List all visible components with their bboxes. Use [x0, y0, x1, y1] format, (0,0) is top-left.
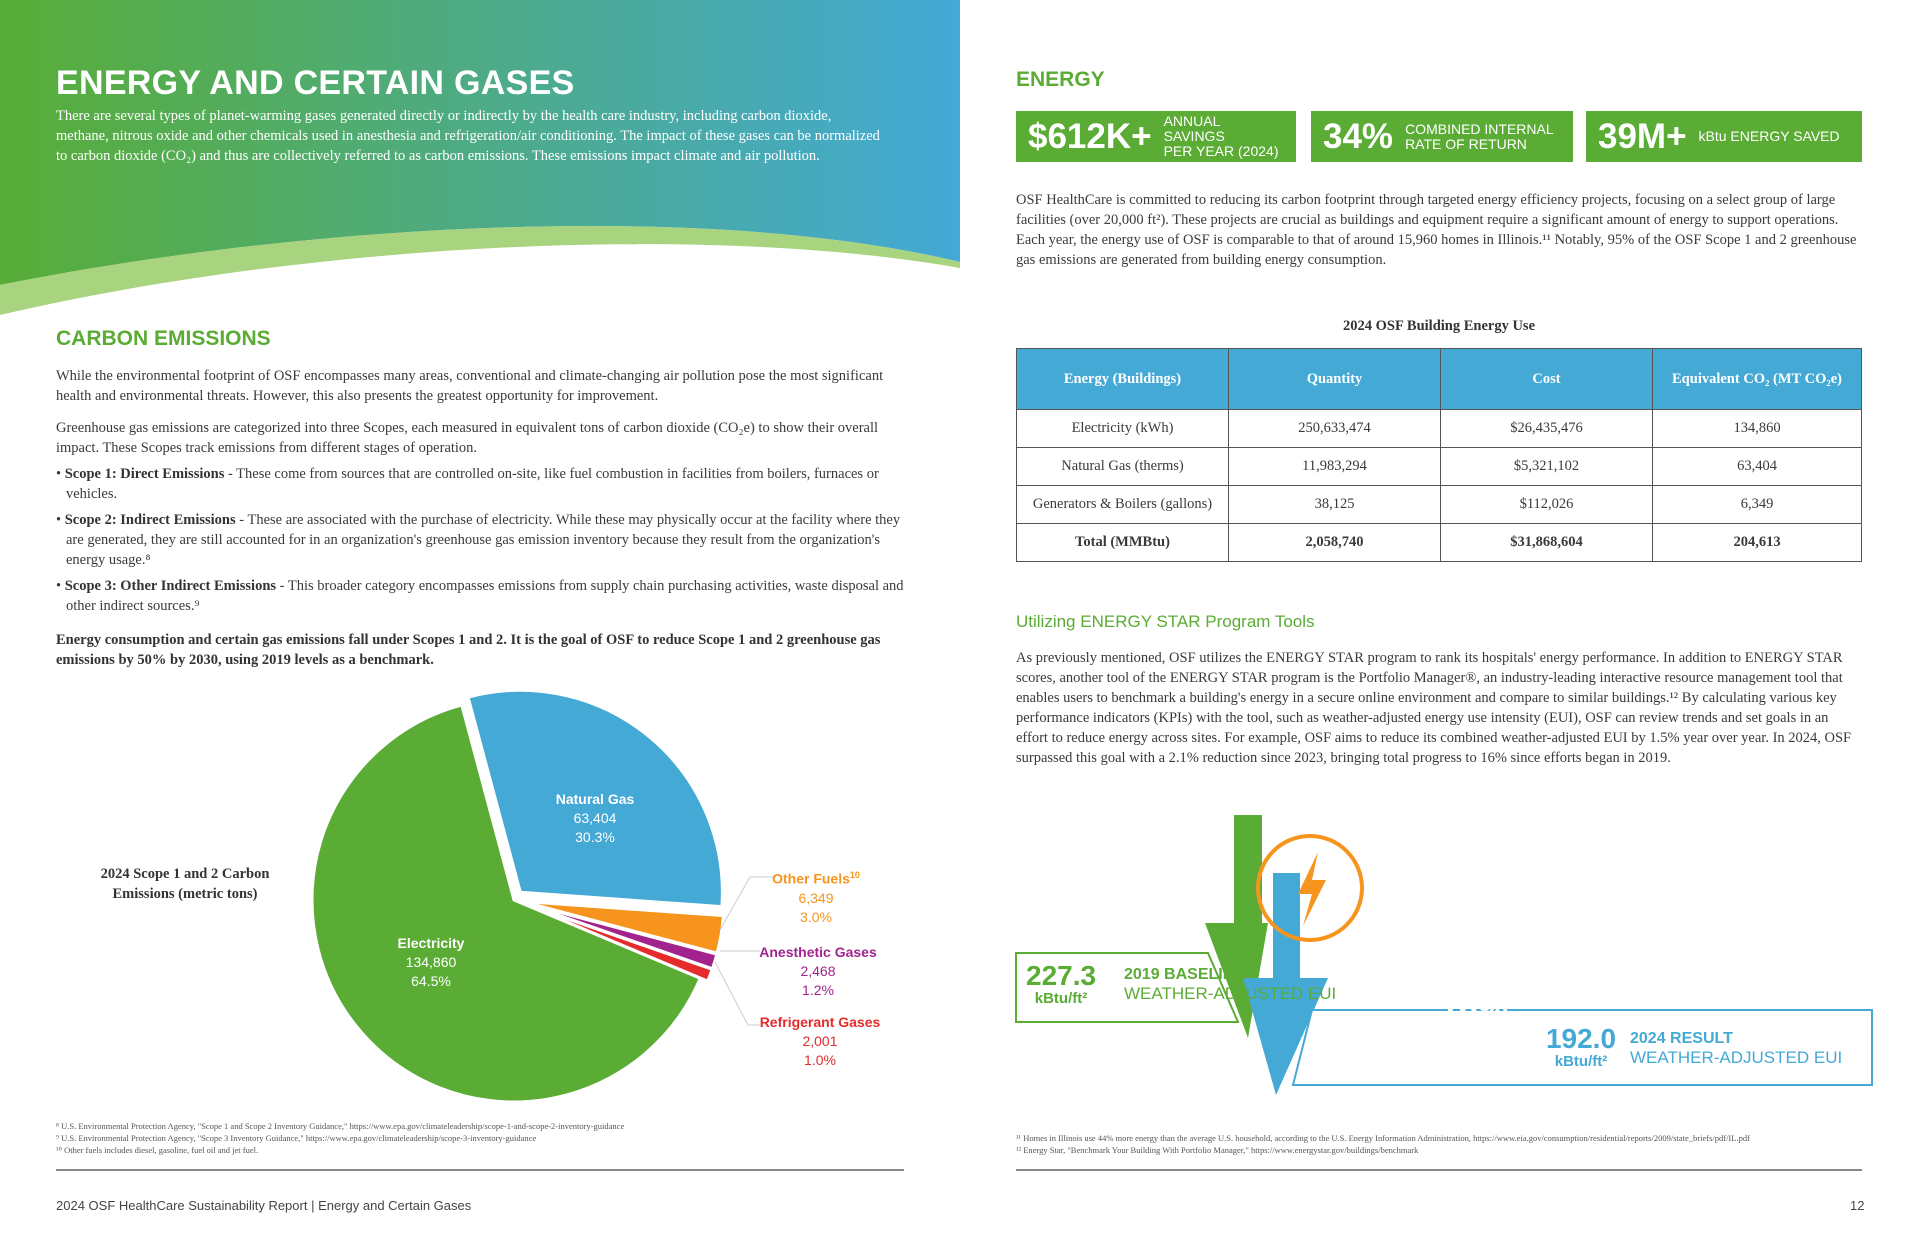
eui-unit: kBtu/ft²	[1034, 990, 1088, 1007]
slice-value: 134,860	[405, 954, 457, 970]
carbon-emissions-heading: CARBON EMISSIONS	[56, 327, 271, 350]
pie-leader-line	[715, 962, 760, 1025]
stat-value: 34%	[1323, 116, 1394, 156]
bullet-text: - These are associated with the purchase of electricity. While these may physically occur at the facility where they are generated, they are still accounted for in an organization's greenhouse gas emission inventory because they result from the organization's energy usage.⁸	[66, 512, 901, 568]
table-cell: 250,633,474	[1229, 410, 1441, 448]
stat-value: $612K+	[1028, 116, 1152, 156]
pie-label-electricity	[376, 934, 486, 991]
pie-label-refrigerant-gases	[758, 1013, 882, 1070]
bullet-title: Scope 1: Direct Emissions	[64, 466, 225, 482]
table-cell: Total (MMBtu)	[1017, 524, 1229, 562]
table-cell: 2,058,740	[1229, 524, 1441, 562]
reduction-percent: 16%	[1440, 990, 1509, 1028]
column-header: Equivalent CO₂ (MT CO₂e)	[1653, 349, 1862, 410]
table-cell: 134,860	[1653, 410, 1862, 448]
stat-annual-savings	[1016, 111, 1296, 162]
footnote-ref: 10	[849, 870, 860, 880]
eui-value: 227.3	[1026, 960, 1097, 991]
slice-value: 63,404	[573, 810, 617, 826]
eui-unit: kBtu/ft²	[1554, 1053, 1608, 1070]
pie-label-anesthetic-gases	[758, 943, 878, 1000]
slice-name: Refrigerant Gases	[759, 1014, 881, 1030]
table-cell: Generators & Boilers (gallons)	[1017, 486, 1229, 524]
stat-label: ANNUAL SAVINGS	[1163, 113, 1225, 144]
slice-percent: 1.2%	[802, 982, 834, 998]
footnote: ¹² Energy Star, "Benchmark Your Building With Portfolio Manager," https://www.energystar.gov/buildings/benchmark	[1016, 1145, 1419, 1155]
slice-value: 6,349	[798, 889, 834, 906]
carbon-section	[56, 366, 906, 670]
slice-value: 2,001	[802, 1033, 838, 1049]
divider	[1016, 1169, 1862, 1171]
left-footnotes	[56, 1120, 936, 1156]
stat-label: RATE OF RETURN	[1405, 135, 1527, 152]
carbon-paragraph-2: Greenhouse gas emissions are categorized into three Scopes, each measured in equivalent tons of carbon dioxide (CO₂e) to show their overall impact. These Scopes track emissions from different stages of operation.	[56, 420, 879, 456]
table-cell: 6,349	[1653, 486, 1862, 524]
slice-name: Anesthetic Gases	[759, 944, 877, 960]
table-cell: Electricity (kWh)	[1017, 410, 1229, 448]
divider	[56, 1169, 904, 1171]
eui-subtitle: WEATHER-ADJUSTED EUI	[1630, 1048, 1843, 1067]
table-cell: 204,613	[1653, 524, 1862, 562]
goal-statement: Energy consumption and certain gas emissions fall under Scopes 1 and 2. It is the goal of OSF to reduce Scope 1 and 2 greenhouse gas emissions by 50% by 2030, using 2019 levels as a benchmark.	[56, 632, 881, 668]
footnote: ⁸ U.S. Environmental Protection Agency, "Scope 1 and Scope 2 Inventory Guidance," https://www.epa.gov/climateleadership/scope-1-and-scope-2-inventory-guidance	[56, 1121, 625, 1131]
table-row	[1017, 410, 1862, 448]
slice-value: 2,468	[800, 963, 836, 979]
column-header: Quantity	[1229, 349, 1441, 410]
energy-star-subheading: Utilizing ENERGY STAR Program Tools	[1016, 612, 1315, 631]
table-row	[1017, 448, 1862, 486]
baseline-label	[1124, 966, 1336, 1004]
energy-paragraph: OSF HealthCare is committed to reducing its carbon footprint through targeted energy efficiency projects, focusing on a select group of large facilities (over 20,000 ft²). These projects are crucial as buildings and equipment require a significant amount of energy to support operations. Each year, the energy use of OSF is comparable to that of around 15,960 homes in Illinois.¹¹ Notably, 95% of the OSF Scope 1 and 2 greenhouse gas emissions are generated from building energy consumption.	[1016, 192, 1857, 268]
bullet-text: - This broader category encompasses emissions from supply chain purchasing activities, waste disposal and other indirect sources.⁹	[66, 578, 904, 614]
table-cell: 63,404	[1653, 448, 1862, 486]
slice-name: Natural Gas	[555, 791, 635, 807]
pie-label-natural-gas	[540, 790, 650, 847]
scope-bullet: • Scope 2: Indirect Emissions - These are associated with the purchase of electricity. While these may physically occur at the facility where they are generated, they are still accounted for in an organization's greenhouse gas emission inventory because they result from the organization's energy usage.⁸	[56, 512, 901, 568]
stat-energy-saved	[1586, 111, 1862, 162]
stat-label: kBtu ENERGY SAVED	[1698, 128, 1840, 144]
eui-title: 2019 BASELINE	[1124, 966, 1245, 983]
slice-percent: 3.0%	[800, 908, 832, 925]
table-cell: 11,983,294	[1229, 448, 1441, 486]
intro-text: There are several types of planet-warming gases generated directly or indirectly by the health care industry, including carbon dioxide, methane, nitrous oxide and other chemicals used in anesthesia and refrigeration/air conditioning. The impact of these gases can be normalized to carbon dioxide (CO₂) and thus are collectively referred to as carbon emissions. These emissions impact climate and air pollution.	[56, 108, 880, 164]
energy-star-paragraph: As previously mentioned, OSF utilizes the ENERGY STAR program to rank its hospitals' energy performance. In addition to ENERGY STAR scores, another tool of the ENERGY STAR program is the Portfolio Manager®, an industry-leading interactive resource management tool that enables users to benchmark a building's energy in a secure online environment and compare to similar buildings.¹² By calculating various key performance indicators (KPIs) with the tool, such as weather-adjusted energy use intensity (EUI), OSF can review trends and set goals in an effort to reduce energy across sites. For example, OSF aims to reduce its combined weather-adjusted EUI by 1.5% year over year. In 2024, OSF surpassed this goal with a 2.1% reduction since 2023, bringing total progress to 16% since efforts began in 2019.	[1016, 650, 1852, 766]
table-cell: $112,026	[1441, 486, 1653, 524]
slice-name: Other Fuels	[772, 870, 850, 887]
baseline-value	[1026, 962, 1096, 1007]
chart-title: 2024 Scope 1 and 2 Carbon Emissions (metric tons)	[100, 866, 270, 902]
page-number: 12	[1850, 1198, 1865, 1213]
bullet-title: Scope 2: Indirect Emissions	[64, 512, 236, 528]
column-header: Energy (Buildings)	[1017, 349, 1229, 410]
slice-name: Electricity	[397, 935, 465, 951]
carbon-paragraph-1: While the environmental footprint of OSF encompasses many areas, conventional and climate-changing air pollution pose the most significant health and environmental threats. However, this also presents the greatest opportunity for improvement.	[56, 368, 884, 404]
eui-subtitle: WEATHER-ADJUSTED EUI	[1124, 984, 1337, 1003]
table-cell: $26,435,476	[1441, 410, 1653, 448]
table-cell: Natural Gas (therms)	[1017, 448, 1229, 486]
table-header-row	[1017, 349, 1862, 410]
stat-value: 39M+	[1598, 116, 1687, 156]
page-title: ENERGY AND CERTAIN GASES	[56, 64, 575, 102]
table-cell: 38,125	[1229, 486, 1441, 524]
slice-percent: 1.0%	[804, 1052, 836, 1068]
footnote: ¹¹ Homes in Illinois use 44% more energy than the average U.S. household, according to the U.S. Energy Information Administration, https://www.eia.gov/consumption/residential/reports/2009/state_briefs/pdf/IL.pdf	[1016, 1133, 1750, 1143]
table-row	[1017, 524, 1862, 562]
stat-irr	[1311, 111, 1573, 162]
right-footnotes	[1016, 1132, 1896, 1156]
bullet-text: - These come from sources that are controlled on-site, like fuel combustion in facilities from boilers, furnaces or vehicles.	[66, 466, 879, 502]
result-value	[1543, 1025, 1619, 1070]
stat-label: COMBINED INTERNAL	[1405, 120, 1554, 137]
scope-bullet: • Scope 1: Direct Emissions - These come from sources that are controlled on-site, like fuel combustion in facilities from boilers, furnaces or vehicles.	[56, 466, 879, 502]
footer-text: 2024 OSF HealthCare Sustainability Report | Energy and Certain Gases	[56, 1198, 472, 1213]
energy-use-table	[1016, 348, 1862, 562]
bullet-title: Scope 3: Other Indirect Emissions	[64, 578, 277, 594]
table-title: 2024 OSF Building Energy Use	[1342, 318, 1536, 334]
result-label	[1630, 1030, 1842, 1068]
pie-label-other-fuels	[766, 866, 866, 927]
footnote: ¹⁰ Other fuels includes diesel, gasoline, fuel oil and jet fuel.	[56, 1145, 259, 1155]
energy-heading: ENERGY	[1016, 68, 1105, 91]
slice-percent: 30.3%	[575, 829, 615, 845]
scope-bullet: • Scope 3: Other Indirect Emissions - This broader category encompasses emissions from supply chain purchasing activities, waste disposal and other indirect sources.⁹	[56, 578, 904, 614]
eui-value: 192.0	[1545, 1023, 1617, 1054]
table-cell: $31,868,604	[1441, 524, 1653, 562]
table-row	[1017, 486, 1862, 524]
slice-percent: 64.5%	[411, 973, 451, 989]
table-cell: $5,321,102	[1441, 448, 1653, 486]
stat-label: PER YEAR (2024)	[1163, 143, 1279, 159]
footnote: ⁹ U.S. Environmental Protection Agency, "Scope 3 Inventory Guidance," https://www.epa.gov/climateleadership/scope-3-inventory-guidance	[56, 1133, 537, 1143]
lightning-bolt-icon	[1298, 852, 1326, 926]
column-header: Cost	[1441, 349, 1653, 410]
eui-title: 2024 RESULT	[1630, 1030, 1733, 1047]
